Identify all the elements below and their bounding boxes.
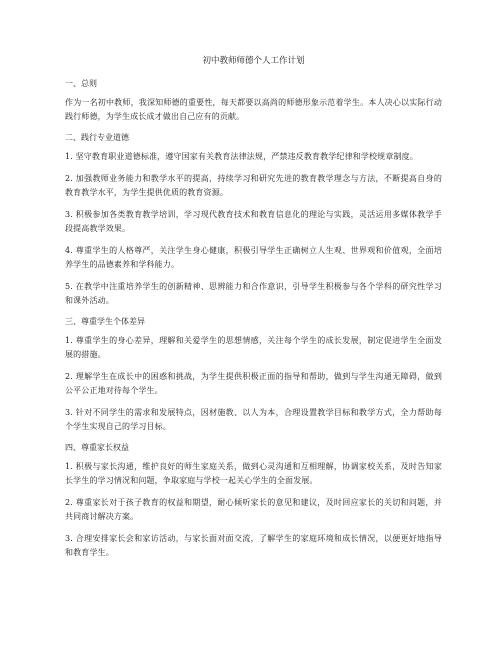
paragraph: 5. 在教学中注重培养学生的创新精神、思辨能力和合作意识，引导学生积极参与各个学科的研究性学习和课外活动。: [65, 282, 442, 305]
paragraph: 1. 坚守教育职业道德标准，遵守国家有关教育法律法规，严禁违反教育教学纪律和学校规章制度。: [65, 152, 418, 161]
section-heading: 二、践行专业道德: [65, 133, 129, 142]
section-heading: 四、尊重家长权益: [65, 443, 129, 452]
paragraph: 3. 积极参加各类教育教学培训，学习现代教育技术和教育信息化的理论与实践，灵活运用多媒体教学手段提高教学效果。: [65, 210, 442, 233]
paragraph: 3. 针对不同学生的需求和发展特点，因材施教、以人为本，合理设置教学目标和教学方式，全力帮助每个学生实现自己的学习目标。: [65, 408, 442, 431]
paragraph: 2. 尊重家长对于孩子教育的权益和期望，耐心倾听家长的意见和建议，及时回应家长的关切和问题，并共同商讨解决方案。: [65, 498, 442, 521]
paragraph: 1. 尊重学生的身心差异，理解和关爱学生的思想情感，关注每个学生的成长发展，制定促进学生全面发展的措施。: [65, 336, 442, 359]
paragraph: 2. 加强教师业务能力和教学水平的提高，持续学习和研究先进的教育教学理念与方法，不断提高自身的教育教学水平，为学生提供优质的教育资源。: [65, 174, 442, 197]
paragraph: 4. 尊重学生的人格尊严，关注学生身心健康，积极引导学生正确树立人生观、世界观和价值观，全面培养学生的品德素养和学科能力。: [65, 246, 442, 269]
section-heading: 一、总则: [65, 79, 97, 88]
paragraph: 3. 合理安排家长会和家访活动，与家长面对面交流，了解学生的家庭环境和成长情况，以便更好地指导和教育学生。: [65, 534, 442, 557]
section-professional-ethics: [65, 132, 442, 308]
document-title: 初中教师师德个人工作计划: [202, 56, 305, 66]
paragraph: 作为一名初中教师，我深知师德的重要性，每天都要以高尚的师德形象示范着学生。本人决心以实际行动践行师德，为学生成长成才做出自己应有的贡献。: [65, 98, 442, 121]
section-parent-rights: [65, 442, 442, 560]
paragraph: 2. 理解学生在成长中的困惑和挑战，为学生提供积极正面的指导和帮助，做到与学生沟通无障碍，做到公平公正地对待每个学生。: [65, 372, 442, 395]
section-general: [65, 78, 442, 124]
paragraph: 1. 积极与家长沟通，维护良好的师生家庭关系，做到心灵沟通和互相理解，协调家校关系，及时告知家长学生的学习情况和问题，争取家庭与学校一起关心学生的全面发展。: [65, 462, 442, 485]
section-heading: 三、尊重学生个体差异: [65, 317, 145, 326]
section-student-differences: [65, 316, 442, 434]
